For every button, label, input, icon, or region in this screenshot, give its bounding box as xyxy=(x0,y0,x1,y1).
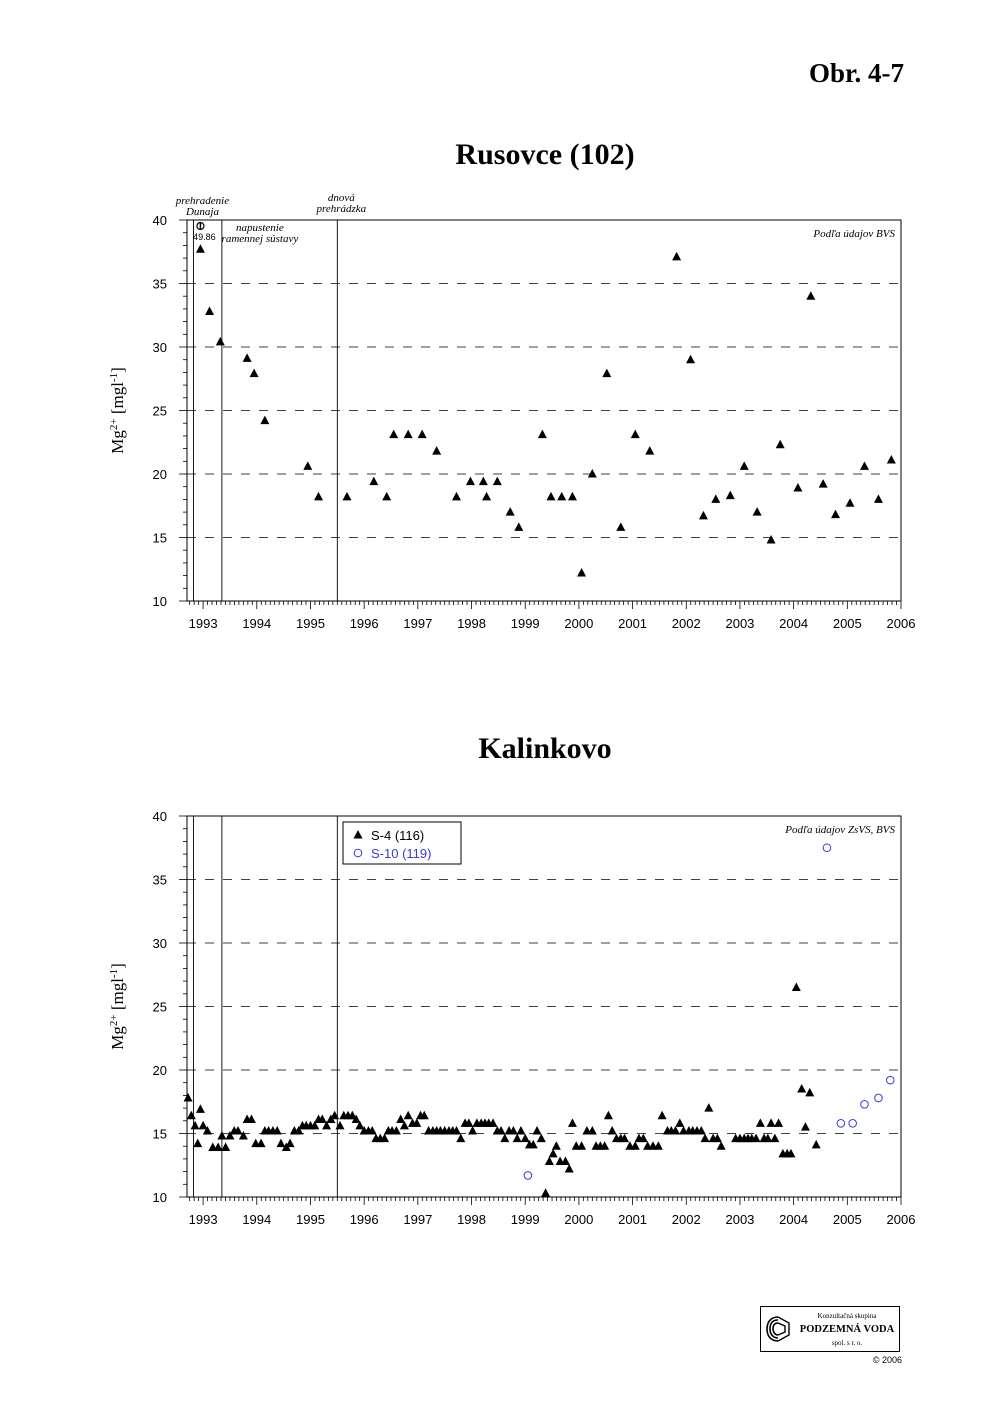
event-label: napustenie xyxy=(236,222,284,234)
y-tick-label: 20 xyxy=(152,467,167,482)
data-point xyxy=(217,1131,226,1140)
data-point xyxy=(711,494,720,503)
event-label: Dunaja xyxy=(185,206,219,218)
y-tick-label: 40 xyxy=(152,213,167,228)
data-point xyxy=(672,252,681,261)
x-tick-label: 2004 xyxy=(779,616,809,631)
x-tick-label: 1993 xyxy=(188,616,218,631)
x-tick-label: 1999 xyxy=(510,616,540,631)
y-tick-label: 30 xyxy=(152,340,167,355)
data-point xyxy=(831,510,840,519)
data-point xyxy=(849,1120,857,1128)
data-point xyxy=(846,498,855,507)
data-point xyxy=(740,461,749,470)
data-point xyxy=(568,492,577,501)
data-point xyxy=(686,355,695,364)
x-tick-label: 2006 xyxy=(886,616,916,631)
y-tick-label: 20 xyxy=(152,1063,167,1078)
data-point xyxy=(524,1172,532,1180)
data-point xyxy=(418,430,427,439)
data-point xyxy=(514,522,523,531)
data-point xyxy=(184,1093,193,1102)
data-point xyxy=(286,1139,295,1148)
data-point xyxy=(389,430,398,439)
source-note: Podľa údajov ZsVS, BVS xyxy=(785,824,895,836)
data-point xyxy=(823,844,831,852)
x-tick-label: 1998 xyxy=(457,616,486,631)
chart-kalinkovo xyxy=(0,800,1000,1260)
data-point xyxy=(776,440,785,449)
data-point xyxy=(187,1111,196,1120)
data-point xyxy=(513,1134,522,1143)
data-point xyxy=(631,430,640,439)
data-point xyxy=(314,492,323,501)
data-point xyxy=(479,477,488,486)
data-point xyxy=(482,492,491,501)
x-tick-label: 2000 xyxy=(564,616,594,631)
data-point xyxy=(196,1104,205,1113)
data-point xyxy=(342,492,351,501)
x-tick-label: 1995 xyxy=(296,1212,325,1227)
legend-label: S-4 (116) xyxy=(371,828,425,843)
x-tick-label: 2004 xyxy=(779,1212,809,1227)
data-point xyxy=(516,1126,525,1135)
data-point xyxy=(645,446,654,455)
x-tick-label: 1994 xyxy=(242,616,272,631)
data-point xyxy=(260,416,269,425)
source-note: Podľa údajov BVS xyxy=(813,228,895,240)
legend-label: S-10 (119) xyxy=(371,846,432,861)
x-tick-label: 1996 xyxy=(349,1212,379,1227)
data-point xyxy=(468,1126,477,1135)
data-point xyxy=(701,1134,710,1143)
x-tick-label: 1994 xyxy=(242,1212,272,1227)
data-point xyxy=(767,535,776,544)
y-tick-label: 25 xyxy=(152,403,167,419)
data-point xyxy=(565,1164,574,1173)
data-point xyxy=(221,1142,230,1151)
data-point xyxy=(533,1126,542,1135)
data-point xyxy=(191,1121,200,1130)
data-point xyxy=(537,1134,546,1143)
data-point xyxy=(568,1118,577,1127)
data-point xyxy=(774,1118,783,1127)
data-point xyxy=(756,1118,765,1127)
x-tick-label: 2003 xyxy=(725,1212,755,1227)
data-point xyxy=(726,491,735,500)
data-point xyxy=(549,1149,558,1158)
chart-rusovce xyxy=(0,185,1000,655)
data-point xyxy=(704,1103,713,1112)
data-point xyxy=(456,1134,465,1143)
data-point xyxy=(699,511,708,520)
event-label: dnová xyxy=(327,192,355,204)
data-point xyxy=(812,1140,821,1149)
chart-title-rusovce: Rusovce (102) xyxy=(455,138,635,171)
x-tick-label: 2001 xyxy=(618,1212,648,1227)
data-point xyxy=(521,1134,530,1143)
y-tick-label: 40 xyxy=(152,809,167,824)
data-point xyxy=(753,507,762,515)
x-tick-label: 2006 xyxy=(886,1212,916,1227)
data-point xyxy=(250,369,259,378)
x-tick-label: 2000 xyxy=(564,1212,594,1227)
data-point xyxy=(500,1134,509,1143)
x-tick-label: 2002 xyxy=(671,616,701,631)
data-point xyxy=(837,1120,845,1128)
data-point xyxy=(792,982,801,991)
y-tick-label: 15 xyxy=(152,1126,167,1142)
data-point xyxy=(860,461,869,470)
x-tick-label: 1999 xyxy=(510,1212,540,1227)
copyright: © 2006 xyxy=(872,1355,902,1365)
x-tick-label: 1997 xyxy=(403,616,433,631)
logo-line-3: spol. s r. o. xyxy=(831,1339,863,1347)
data-point xyxy=(717,1141,726,1150)
x-tick-label: 1995 xyxy=(296,616,325,631)
x-tick-label: 2005 xyxy=(832,616,862,631)
data-point xyxy=(801,1122,810,1131)
logo-mark-icon xyxy=(765,1315,791,1343)
data-point xyxy=(616,522,625,531)
data-point xyxy=(874,494,883,503)
data-point xyxy=(819,479,828,488)
data-point xyxy=(545,1156,554,1165)
data-point xyxy=(466,477,475,486)
data-point xyxy=(538,430,547,439)
x-tick-label: 2005 xyxy=(832,1212,862,1227)
data-point xyxy=(770,1134,779,1143)
data-point xyxy=(396,1115,405,1124)
data-point xyxy=(861,1100,869,1108)
data-point xyxy=(276,1139,285,1148)
y-tick-label: 15 xyxy=(152,530,167,546)
data-point xyxy=(886,1076,894,1084)
x-tick-label: 1997 xyxy=(403,1212,433,1227)
event-label: prehradenie xyxy=(175,195,230,207)
data-point xyxy=(216,337,225,346)
x-tick-label: 2002 xyxy=(671,1212,701,1227)
data-point xyxy=(887,455,896,464)
data-point xyxy=(330,1111,339,1120)
data-point xyxy=(404,430,413,439)
data-point xyxy=(797,1084,806,1093)
data-point xyxy=(767,1118,776,1127)
data-point xyxy=(196,244,205,253)
data-point xyxy=(793,483,802,492)
plot-frame xyxy=(187,220,901,601)
data-point xyxy=(369,477,378,486)
data-point xyxy=(303,461,312,470)
y-axis-label: $Mg^{2+}$ [mgl$^{-1}$] xyxy=(108,367,127,454)
data-point xyxy=(806,291,815,300)
y-tick-label: 10 xyxy=(152,1190,167,1205)
data-point xyxy=(604,1111,613,1120)
x-tick-label: 2001 xyxy=(618,616,648,631)
x-tick-label: 2003 xyxy=(725,616,755,631)
data-point xyxy=(404,1111,413,1120)
data-point xyxy=(552,1141,561,1150)
figure-label: Obr. 4-7 xyxy=(808,58,904,88)
data-point xyxy=(541,1188,550,1197)
data-point xyxy=(506,507,515,515)
y-tick-label: 25 xyxy=(152,999,167,1015)
x-tick-label: 1998 xyxy=(457,1212,486,1227)
y-axis-label: $Mg^{2+}$ [mgl$^{-1}$] xyxy=(108,963,127,1050)
data-point xyxy=(199,1121,208,1130)
chart-title-kalinkovo: Kalinkovo xyxy=(478,732,612,765)
data-point xyxy=(193,1139,202,1148)
data-point xyxy=(243,353,252,362)
data-point xyxy=(493,477,502,486)
data-point xyxy=(658,1111,667,1120)
data-point xyxy=(577,568,586,577)
data-point xyxy=(588,469,597,478)
data-point xyxy=(602,369,611,378)
y-tick-label: 10 xyxy=(152,594,167,609)
data-point xyxy=(608,1126,617,1135)
event-label: prehrádzka xyxy=(316,203,367,215)
event-label: ramennej sústavy xyxy=(221,233,299,245)
data-point xyxy=(452,492,461,501)
off-scale-value: 49.86 xyxy=(193,232,216,242)
data-point xyxy=(336,1121,345,1130)
x-tick-label: 1996 xyxy=(349,616,379,631)
data-point xyxy=(205,306,214,315)
y-tick-label: 35 xyxy=(152,276,167,292)
logo-line-2: PODZEMNÁ VODA xyxy=(799,1324,895,1335)
logo-line-1: Konzultačná skupina xyxy=(817,1312,877,1320)
x-tick-label: 1993 xyxy=(188,1212,218,1227)
data-point xyxy=(546,492,555,501)
data-point xyxy=(557,492,566,501)
y-tick-label: 30 xyxy=(152,936,167,951)
data-point xyxy=(675,1118,684,1127)
data-point xyxy=(432,446,441,455)
company-logo xyxy=(760,1306,900,1352)
data-point xyxy=(805,1088,814,1097)
data-point xyxy=(875,1094,883,1102)
y-tick-label: 35 xyxy=(152,872,167,888)
data-point xyxy=(382,492,391,501)
